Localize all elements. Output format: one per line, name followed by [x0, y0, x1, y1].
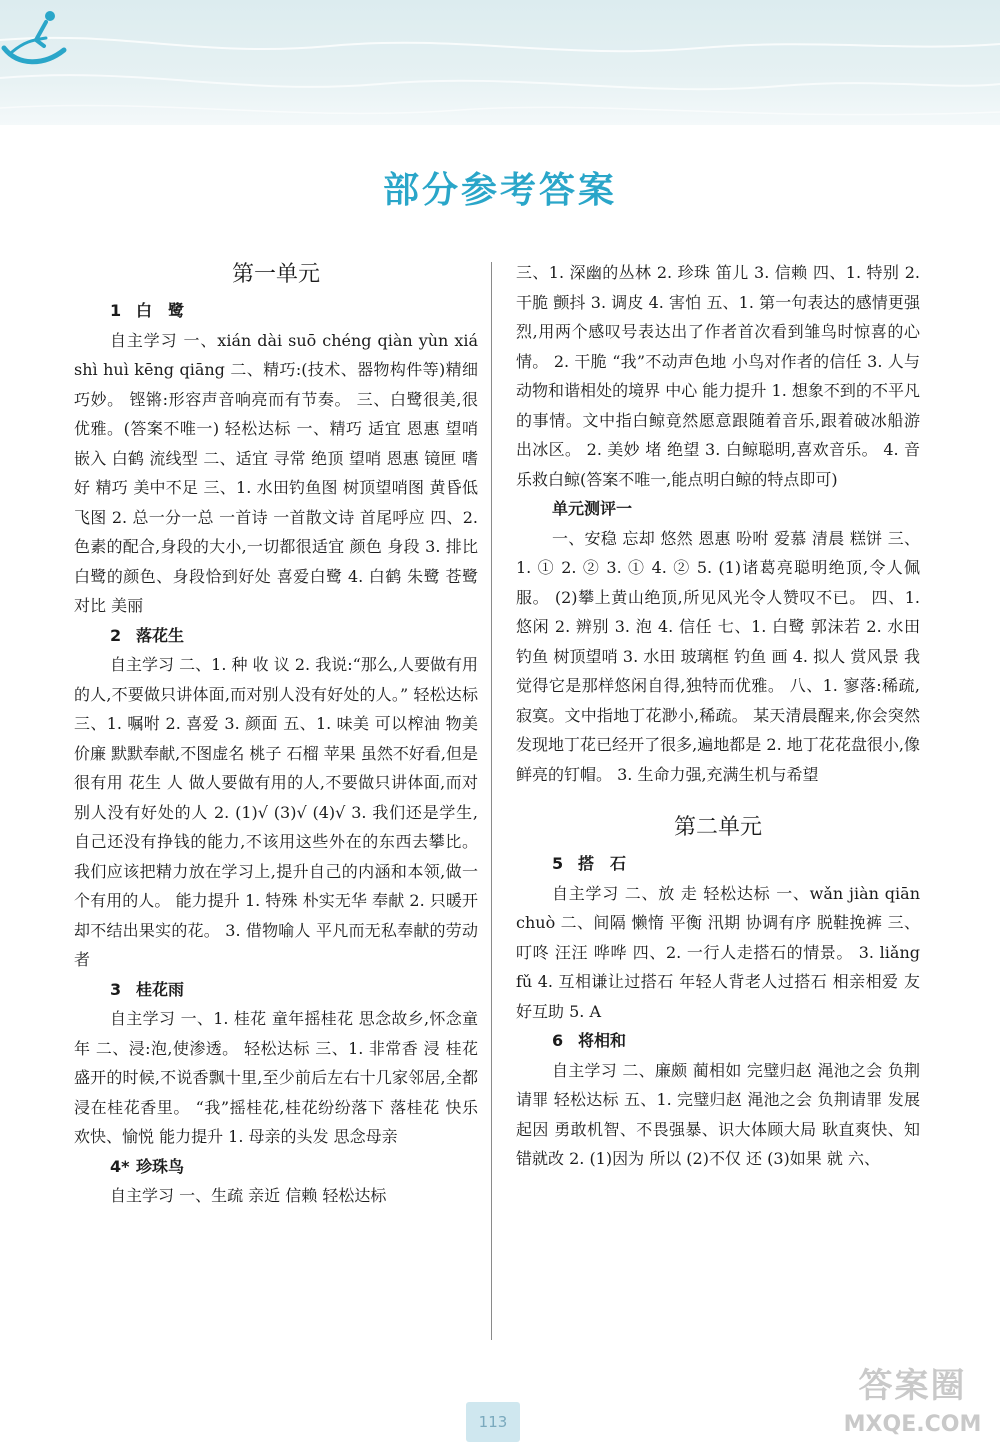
page-title: 部分参考答案 [382, 170, 617, 211]
lesson-number: 5 [552, 854, 564, 873]
lesson-answer: 自主学习 二、廉颇 蔺相如 完璧归赵 渑池之会 负荆请罪 轻松达标 五、1. 完璧归赵 渑池之会 负荆请罪 发展 起因 勇敢机智、不畏强暴、识大体顾大局 耿直爽快、知错就改 2. (1)因为 所以 (2)不仅 还 (3)如果 就 六、 [516, 1060, 920, 1168]
column-divider [491, 262, 492, 1340]
header-band [0, 0, 1000, 125]
lesson-title [74, 621, 478, 651]
lesson-answer: 自主学习 一、xián dài suō chéng qiàn yùn xiá shì huì kēng qiāng 二、精巧:(技术、器物构件等)精细巧妙。 铿锵:形容声音响亮而有节奏。 三、白鹭很美,很优雅。(答案不唯一) 轻松达标 一、精巧 适宜 恩惠 望哨 嵌入 白鹤 流线型 二、适宜 寻常 绝顶 望哨 恩惠 镜匣 嗜好 精巧 美中不足 三、1. 水田钓鱼图 树顶望哨图 黄昏低飞图 2. 总一分一总 一首诗 一首散文诗 首尾呼应 四、2. 色素的配合,身段的大小,一切都很适宜 颜色 身段 3. 排比 白鹭的颜色、身段恰到好处 喜爱白鹭 4. 白鹤 朱鹭 苍鹭 对比 美丽 [74, 330, 478, 615]
lesson-name: 搭 石 [578, 854, 627, 873]
lesson-number: 4* [110, 1156, 130, 1176]
lesson-name: 桂花雨 [136, 979, 185, 999]
right-column [516, 258, 920, 1174]
lesson-number: 1 [110, 301, 122, 320]
lesson-title [516, 849, 920, 879]
lesson-title [74, 975, 478, 1005]
unit-review-answer: 一、安稳 忘却 悠然 恩惠 吩咐 爱慕 清晨 糕饼 三、1. ① 2. ② 3. ① 4. ② 5. (1)诸葛亮聪明绝顶,令人佩服。 (2)攀上黄山绝顶,所见风光令人赞叹不已。 四、1. 悠闲 2. 辨别 3. 泡 4. 信任 七、1. 白鹭 郭沫若 2. 水田钓鱼 树顶望哨 3. 水田 玻璃框 钓鱼 画 4. 拟人 赏风景 我觉得它是那样悠闲自得,独特而优雅。 八、1. 寥落:稀疏,寂寞。文中指地丁花渺小,稀疏。 某天清晨醒来,你会突然发现地丁花已经开了很多,遍地都是 2. 地丁花花盘很小,像鲜亮的钉帽。 3. 生命力强,充满生机与希望 [516, 528, 920, 784]
watermark-url: MXQE.COM [843, 1412, 982, 1437]
lesson-title [74, 296, 478, 326]
left-column [74, 258, 478, 1211]
lesson-title [516, 1026, 920, 1056]
page-number: 113 [466, 1402, 520, 1442]
lesson-number: 2 [110, 625, 122, 645]
lesson-number: 6 [552, 1031, 564, 1050]
watermark-text: 答案圈 [858, 1366, 967, 1406]
lesson-answer: 自主学习 一、1. 桂花 童年摇桂花 思念故乡,怀念童年 二、浸:泡,使渗透。 轻松达标 三、1. 非常香 浸 桂花盛开的时候,不说香飘十里,至少前后左右十几家邻居,全都浸在桂花香里。 “我”摇桂花,桂花纷纷落下 落桂花 快乐 欢快、愉悦 能力提升 1. 母亲的头发 思念母亲 [74, 1009, 478, 1146]
unit-title-1: 第一单元 [231, 262, 320, 287]
lesson-answer: 自主学习 二、1. 种 收 议 2. 我说:“那么,人要做有用的人,不要做只讲体面,而对别人没有好处的人。” 轻松达标 三、1. 嘱咐 2. 喜爱 3. 颜面 五、1. 味美 可以榨油 物美价廉 默默奉献,不图虚名 桃子 石榴 苹果 虽然不好看,但是很有用 花生 人 做人要做有用的人,不要做只讲体面,而对别人没有好处的人 2. (1)√ (3)√ (4)√ 3. 我们还是学生,自己还没有挣钱的能力,不该用这些外在的东西去攀比。我们应该把精力放在学习上,提升自己的内涵和本领,做一个有用的人。 能力提升 1. 特殊 朴实无华 奉献 2. 只暖开却不结出果实的花。 3. 借物喻人 平凡而无私奉献的劳动者 [74, 655, 478, 969]
wave-decoration [0, 0, 1000, 125]
unit-review-title: 单元测评一 [552, 499, 633, 518]
lesson-name: 将相和 [578, 1031, 627, 1050]
watermark [830, 1362, 995, 1452]
lesson-name: 白 鹭 [136, 301, 185, 320]
unit-title-2: 第二单元 [673, 815, 762, 840]
lesson-number: 3 [110, 979, 122, 999]
skier-swoosh-icon [0, 0, 70, 70]
lesson-name: 珍珠鸟 [136, 1156, 185, 1176]
lesson-answer: 自主学习 一、生疏 亲近 信赖 轻松达标 [110, 1186, 387, 1205]
lesson-answer-continued: 三、1. 深幽的丛林 2. 珍珠 笛儿 3. 信赖 四、1. 特别 2. 干脆 颤抖 3. 调皮 4. 害怕 五、1. 第一句表达的感情更强烈,用两个感叹号表达出了作者首次看到雏鸟时惊喜的心情。 2. 干脆 “我”不动声色地 小鸟对作者的信任 3. 人与动物和谐相处的境界 中心 能力提升 1. 想象不到的不平凡的事情。文中指白鲸竟然愿意跟随着音乐,跟着破冰船游出冰区。 2. 美妙 堵 绝望 3. 白鲸聪明,喜欢音乐。 4. 音乐救白鲸(答案不唯一,能点明白鲸的特点即可) [516, 263, 920, 489]
lesson-name: 落花生 [136, 625, 185, 645]
lesson-title [74, 1152, 478, 1182]
lesson-answer: 自主学习 二、放 走 轻松达标 一、wǎn jiàn qiān chuò 二、间隔 懒惰 平衡 汛期 协调有序 脱鞋挽裤 三、叮咚 汪汪 哗哗 四、2. 一行人走搭石的情景。 3. liǎng fǔ 4. 互相谦让过搭石 年轻人背老人过搭石 相亲相爱 友好互助 5. A [516, 883, 920, 1021]
